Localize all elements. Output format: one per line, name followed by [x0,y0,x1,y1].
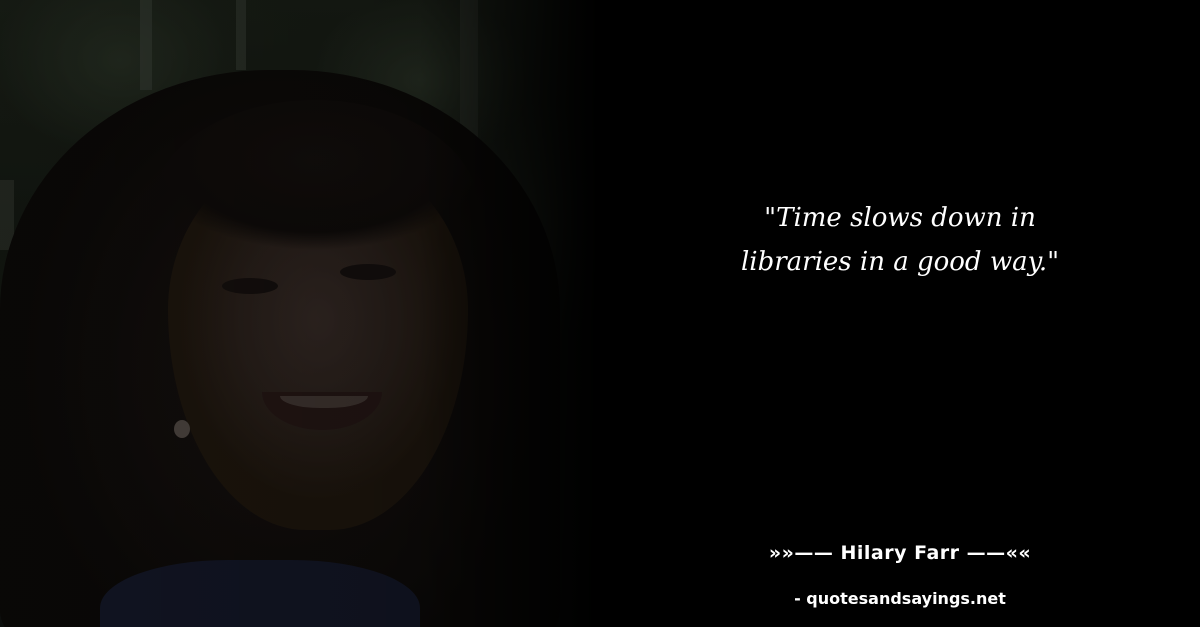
quote-text: "Time slows down in libraries in a good way." [740,203,1060,277]
source-link[interactable]: - quotesandsayings.net [794,589,1006,608]
author-name: »»—— Hilary Farr ——«« [768,542,1032,564]
